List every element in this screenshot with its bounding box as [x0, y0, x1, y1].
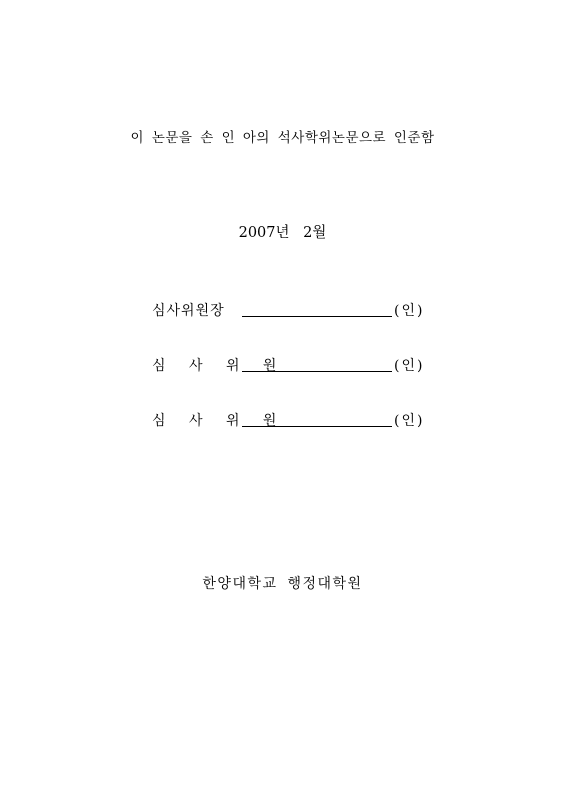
- signature-role: 심 사 위 원: [152, 358, 286, 374]
- signature-row-chair: [152, 300, 424, 320]
- signature-role: 심사위원장: [152, 303, 225, 319]
- approval-date: [0, 221, 565, 242]
- signature-row-member: [152, 355, 424, 375]
- signature-seal: (인): [394, 358, 425, 374]
- institution-name: 한양대학교 행정대학원: [202, 576, 363, 592]
- signature-line: [242, 301, 392, 317]
- date-year: 2007년: [238, 225, 290, 241]
- signature-line: [242, 411, 392, 427]
- date-month: 2월: [303, 225, 327, 241]
- signature-role: 심 사 위 원: [152, 413, 286, 429]
- signature-seal: (인): [394, 303, 425, 319]
- approval-statement: 이 논문을 손 인 아의 석사학위논문으로 인준함: [130, 130, 435, 146]
- signature-seal: (인): [394, 413, 425, 429]
- signature-row-member: [152, 410, 424, 430]
- signature-line: [242, 356, 392, 372]
